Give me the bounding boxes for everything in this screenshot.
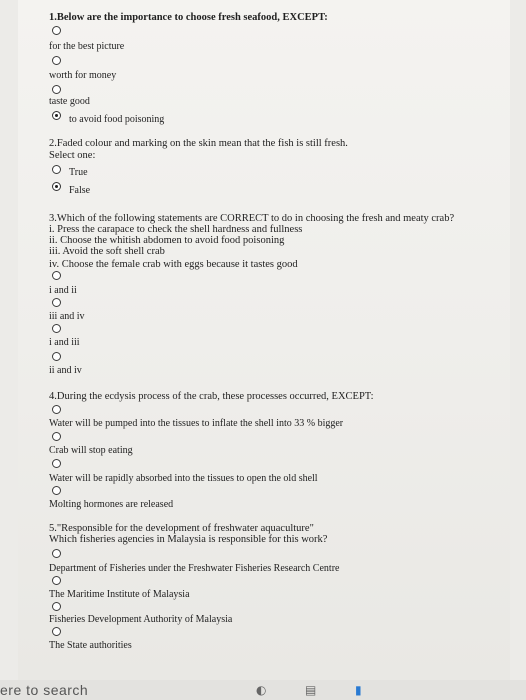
q1-option-2-label[interactable]: worth for money (49, 70, 117, 81)
q1-option-4-radio-selected[interactable] (52, 111, 61, 120)
q2-option-true-label[interactable]: True (69, 167, 88, 178)
file-explorer-icon[interactable]: ▤ (305, 683, 317, 697)
question-4-text: 4.During the ecdysis process of the crab, these processes occurred, EXCEPT: (49, 391, 374, 402)
q1-option-1-radio[interactable] (52, 26, 61, 35)
question-3-line-4: iv. Choose the female crab with eggs because it tastes good (49, 259, 298, 270)
q2-option-false-radio-selected[interactable] (52, 182, 61, 191)
question-5-text: 5."Responsible for the development of freshwater aquaculture" (49, 523, 314, 534)
edge-browser-icon[interactable]: ◐ (256, 683, 267, 697)
q1-option-4-label[interactable]: to avoid food poisoning (69, 114, 165, 125)
q4-option-3-radio[interactable] (52, 459, 61, 468)
q4-option-4-radio[interactable] (52, 486, 61, 495)
q3-option-4-label[interactable]: ii and iv (49, 365, 82, 376)
app-icon[interactable]: ▮ (355, 683, 362, 697)
q5-option-3-radio[interactable] (52, 602, 61, 611)
q5-option-4-radio[interactable] (52, 627, 61, 636)
question-1-text: 1.Below are the importance to choose fresh seafood, EXCEPT: (49, 12, 328, 23)
q4-option-2-radio[interactable] (52, 432, 61, 441)
q3-option-1-label[interactable]: i and ii (49, 285, 77, 296)
q1-option-2-radio[interactable] (52, 56, 61, 65)
q2-option-true-radio[interactable] (52, 165, 61, 174)
q1-option-1-label[interactable]: for the best picture (49, 41, 125, 52)
q1-option-3-label[interactable]: taste good (49, 96, 90, 107)
q1-option-3-radio[interactable] (52, 85, 61, 94)
q3-option-1-radio[interactable] (52, 271, 61, 280)
question-3-text: 3.Which of the following statements are CORRECT to do in choosing the fresh and meaty crab? (49, 213, 455, 224)
question-2-prompt: Select one: (49, 150, 96, 161)
q4-option-1-radio[interactable] (52, 405, 61, 414)
q3-option-3-radio[interactable] (52, 324, 61, 333)
q5-option-3-label[interactable]: Fisheries Development Authority of Malaysia (49, 614, 233, 625)
question-2-text: 2.Faded colour and marking on the skin mean that the fish is still fresh. (49, 138, 348, 149)
q5-option-2-label[interactable]: The Maritime Institute of Malaysia (49, 589, 190, 600)
q5-option-2-radio[interactable] (52, 576, 61, 585)
question-3-line-2: ii. Choose the whitish abdomen to avoid food poisoning (49, 235, 285, 246)
q3-option-2-radio[interactable] (52, 298, 61, 307)
taskbar (0, 680, 526, 700)
question-3-line-3: iii. Avoid the soft shell crab (49, 246, 165, 257)
q4-option-1-label[interactable]: Water will be pumped into the tissues to inflate the shell into 33 % bigger (49, 418, 344, 429)
q5-option-1-label[interactable]: Department of Fisheries under the Freshwater Fisheries Research Centre (49, 563, 340, 574)
q4-option-3-label[interactable]: Water will be rapidly absorbed into the tissues to open the old shell (49, 473, 318, 484)
q3-option-2-label[interactable]: iii and iv (49, 311, 85, 322)
q5-option-1-radio[interactable] (52, 549, 61, 558)
quiz-page (18, 0, 510, 680)
question-5-text-2: Which fisheries agencies in Malaysia is responsible for this work? (49, 534, 328, 545)
q5-option-4-label[interactable]: The State authorities (49, 640, 132, 651)
q4-option-2-label[interactable]: Crab will stop eating (49, 445, 133, 456)
q4-option-4-label[interactable]: Molting hormones are released (49, 499, 174, 510)
question-3-line-1: i. Press the carapace to check the shell hardness and fullness (49, 224, 303, 235)
q2-option-false-label[interactable]: False (69, 185, 91, 196)
taskbar-search-box[interactable]: ere to search (0, 682, 89, 698)
q3-option-3-label[interactable]: i and iii (49, 337, 80, 348)
q3-option-4-radio[interactable] (52, 352, 61, 361)
